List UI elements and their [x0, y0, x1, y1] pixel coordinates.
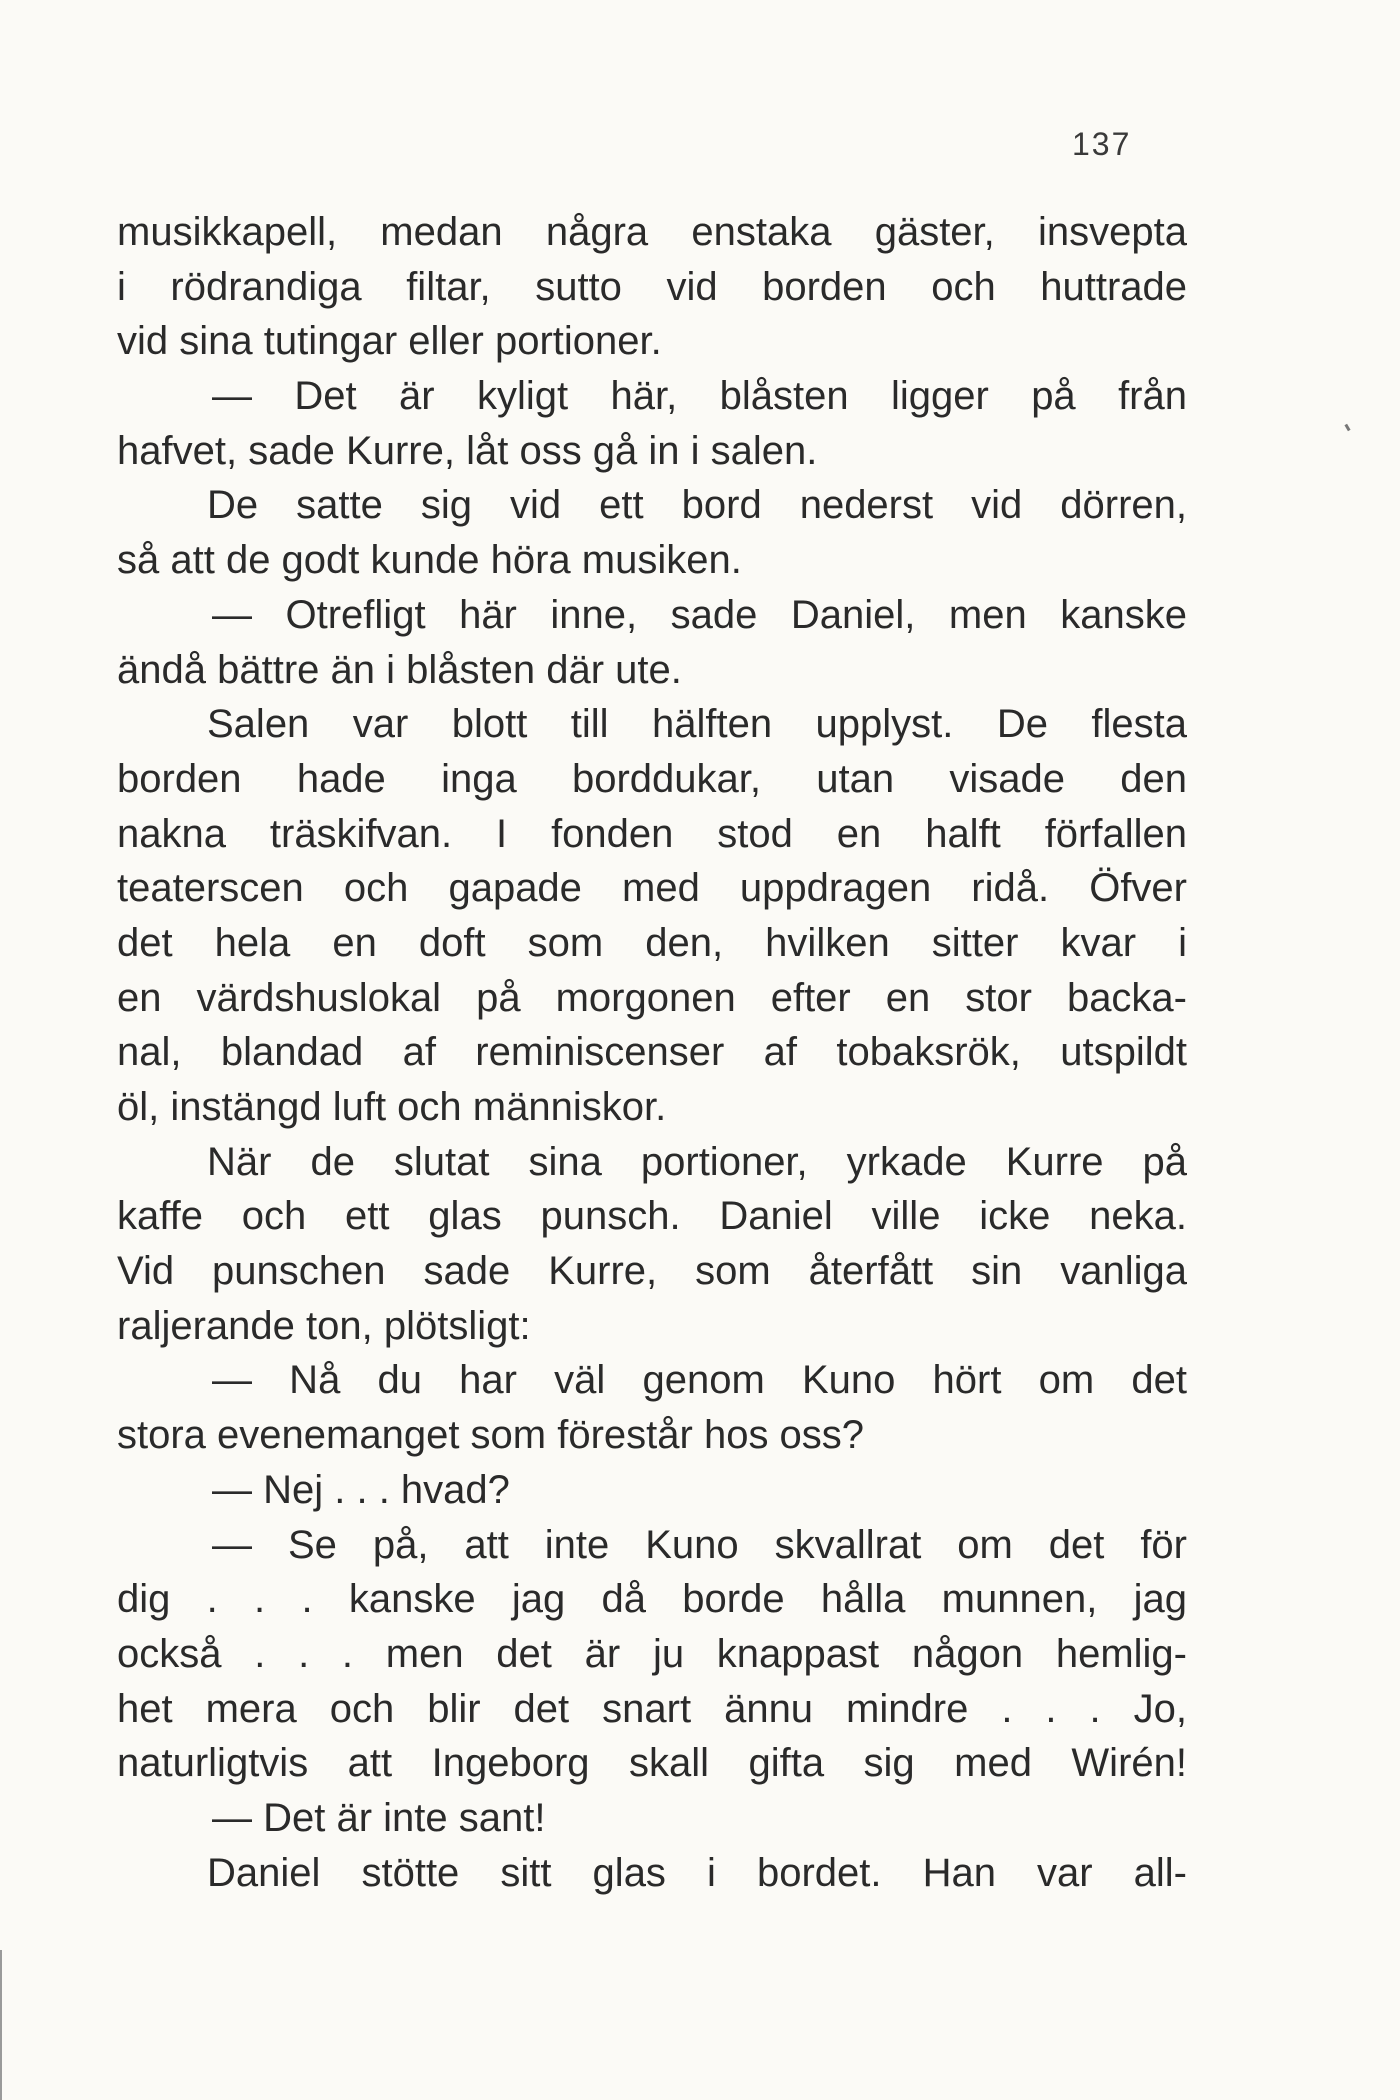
text-line: vid sina tutingar eller portioner.: [117, 319, 662, 364]
text-line: — Det är kyligt här, blåsten ligger på från: [212, 374, 1187, 419]
text-line: Daniel stötte sitt glas i bordet. Han var all-: [207, 1850, 1187, 1895]
text-line: i rödrandiga filtar, sutto vid borden och huttrade: [117, 264, 1187, 309]
text-line: kaffe och ett glas punsch. Daniel ville icke neka.: [117, 1194, 1187, 1239]
text-line: ändå bättre än i blåsten där ute.: [117, 647, 682, 692]
text-line: — Det är inte sant!: [212, 1795, 546, 1840]
text-line: Vid punschen sade Kurre, som återfått sin vanliga: [117, 1249, 1187, 1294]
text-line: en värdshuslokal på morgonen efter en stor backa-: [117, 975, 1187, 1020]
text-line: Salen var blott till hälften upplyst. De flesta: [207, 702, 1187, 747]
text-line: stora evenemanget som förestår hos oss?: [117, 1413, 865, 1458]
page-number: 137: [1072, 126, 1132, 162]
text-line: så att de godt kunde höra musiken.: [117, 538, 742, 583]
text-line: När de slutat sina portioner, yrkade Kurre på: [207, 1139, 1187, 1184]
text-line: hafvet, sade Kurre, låt oss gå in i salen.: [117, 428, 818, 473]
text-line: — Nej . . . hvad?: [212, 1467, 510, 1512]
text-line: naturligtvis att Ingeborg skall gifta sig med Wirén!: [117, 1741, 1187, 1786]
text-line: också . . . men det är ju knappast någon hemlig-: [117, 1631, 1187, 1676]
body-text: [117, 205, 1187, 1900]
text-line: musikkapell, medan några enstaka gäster, insvepta: [117, 210, 1187, 254]
text-line: öl, instängd luft och människor.: [117, 1085, 667, 1129]
text-line: teaterscen och gapade med uppdragen ridå. Öfver: [117, 866, 1187, 911]
text-line: — Nå du har väl genom Kuno hört om det: [212, 1358, 1187, 1403]
text-line: borden hade inga borddukar, utan visade den: [117, 756, 1187, 801]
text-line: dig . . . kanske jag då borde hålla munnen, jag: [117, 1577, 1187, 1622]
text-line: nal, blandad af reminiscenser af tobaksrök, utspildt: [117, 1030, 1187, 1075]
text-line: nakna träskifvan. I fonden stod en halft förfallen: [117, 811, 1187, 856]
text-line: det hela en doft som den, hvilken sitter kvar i: [117, 920, 1187, 965]
text-line: — Se på, att inte Kuno skvallrat om det för: [212, 1522, 1187, 1567]
stray-ink-mark: [1344, 424, 1350, 432]
text-line: het mera och blir det snart ännu mindre . . . Jo,: [117, 1686, 1187, 1731]
text-line: raljerande ton, plötsligt:: [117, 1303, 531, 1348]
text-line: — Otrefligt här inne, sade Daniel, men kanske: [212, 592, 1187, 637]
page-edge-line: [0, 1950, 2, 2100]
text-line: De satte sig vid ett bord nederst vid dörren,: [207, 483, 1187, 528]
